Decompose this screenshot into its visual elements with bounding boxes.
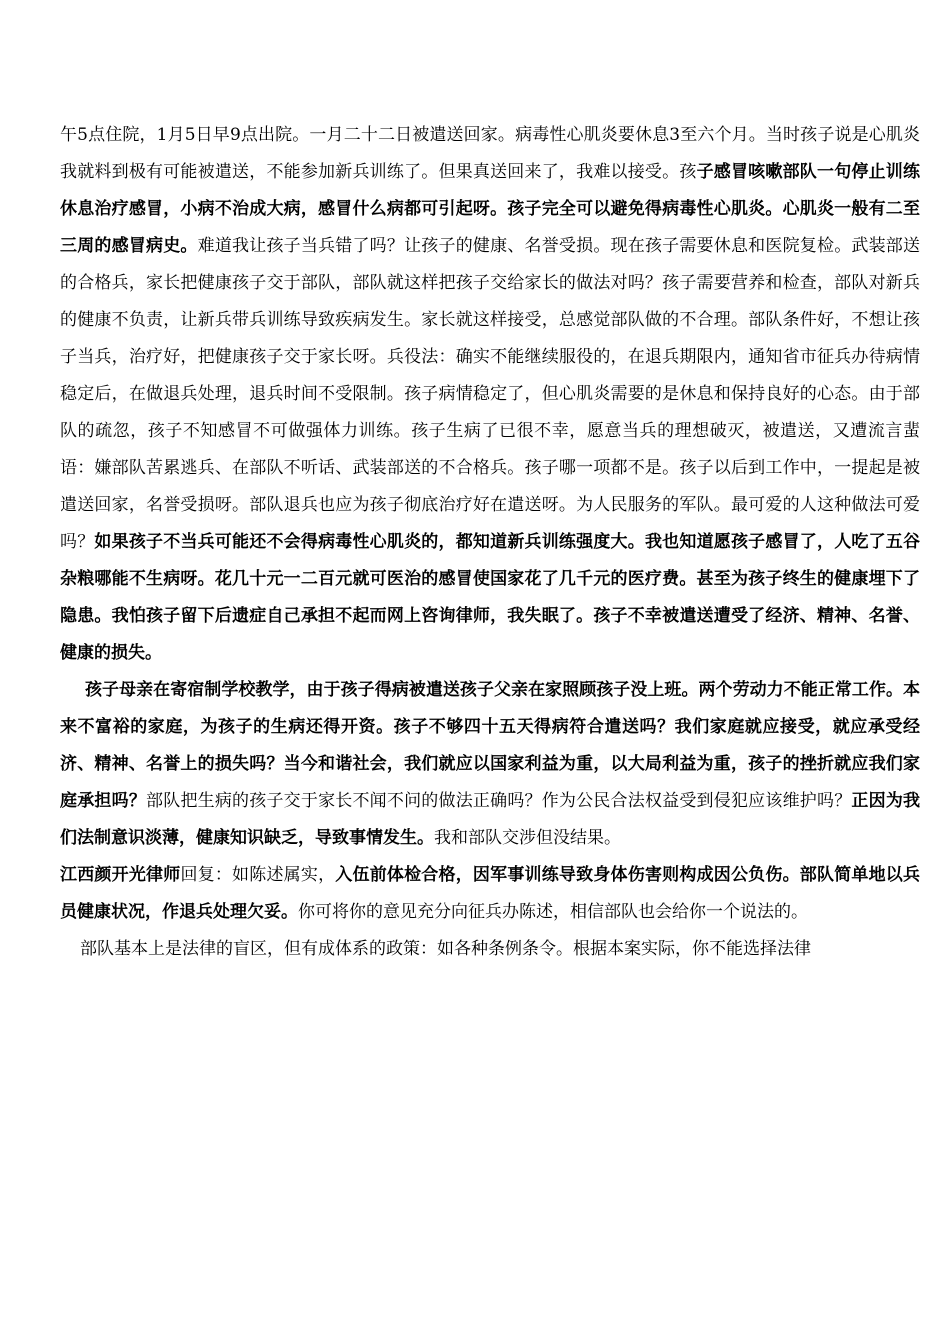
bold-text-segment: 孩子母亲在寄宿制学校教学，由于孩子得病被遣送孩子父亲在家照顾孩子没上班。两个劳动力不能正常工作。本来不富裕的家庭，为孩子的生病还得开资。孩子不够四十五天得病符合遣送吗？我们家庭就应接受，就应承受经济、精神、名誉上的损失吗？当今和谐社会，我们就应以国家利益为重，以大局利益为重，孩子的挫折就应我们家庭承担吗？ (60, 680, 920, 811)
text-segment: 部队基本上是法律的盲区，但有成体系的政策：如各种条例条令。根据本案实际，你不能选择法律 (80, 939, 811, 959)
text-segment: 回复：如陈述属实， (180, 865, 336, 885)
lawyer-name: 江西颜开光律师 (60, 865, 181, 885)
bold-text-segment: 如果孩子不当兵可能还不会得病毒性心肌炎的，都知道新兵训练强度大。我也知道愿孩子感冒了，人吃了五谷杂粮哪能不生病呀。花几十元一二百元就可医治的感冒使国家花了几千元的医疗费。甚至为孩子终生的健康埋下了隐患。我怕孩子留下后遗症自己承担不起而网上咨询律师，我失眠了。孩子不幸被遣送遭受了经济、精神、名誉、健康的损失。 (60, 532, 921, 663)
text-segment: 难道我让孩子当兵错了吗？让孩子的健康、名誉受损。现在孩子需要休息和医院复检。武装部送的合格兵，家长把健康孩子交于部队，部队就这样把孩子交给家长的做法对吗？孩子需要营养和检查，部队对新兵的健康不负责，让新兵带兵训练导致疾病发生。家长就这样接受，总感觉部队做的不合理。部队条件好，不想让孩子当兵，治疗好，把健康孩子交于家长呀。兵役法：确实不能继续服役的，在退兵期限内，通知省市征兵办待病情稳定后，在做退兵处理，退兵时间不受限制。孩子病情稳定了，但心肌炎需要的是休息和保持良好的心态。由于部队的疏忽，孩子不知感冒不可做强体力训练。孩子生病了已很不幸，愿意当兵的理想破灭，被遣送，又遭流言蜚语：嫌部队苦累逃兵、在部队不听话、武装部送的不合格兵。孩子哪一项都不是。孩子以后到工作中，一提起是被遣送回家，名誉受损呀。部队退兵也应为孩子彻底治疗好在遣送呀。为人民服务的军队。最可爱的人这种做法可爱吗？ (60, 236, 921, 552)
bold-text-segment: 入伍前体检合格，因军事训练导致身体伤害则构成因公负伤。部队简单地以兵员健康状况，作退兵处理欠妥。 (60, 865, 921, 922)
paragraph-2 (60, 672, 920, 857)
text-segment: 午5点住院，1月5日早9点出院。一月二十二日被遣送回家。病毒性心肌炎要休息3至六个月。当时孩子说是心肌炎我就料到极有可能被遣送，不能参加新兵训练了。但果真送回来了，我难以接受。孩 (60, 125, 920, 182)
paragraph-4 (60, 931, 920, 968)
text-segment: 你可将你的意见充分向征兵办陈述，相信部队也会给你一个说法的。 (298, 902, 808, 922)
paragraph-3-lawyer-reply (60, 857, 920, 931)
paragraph-1 (60, 117, 920, 672)
text-segment: 我和部队交涉但没结果。 (434, 828, 621, 848)
bold-text-segment: 正因为我们法制意识淡薄，健康知识缺乏，导致事情发生。 (60, 791, 921, 848)
document-body (60, 117, 920, 968)
bold-text-segment: 子感冒咳嗽部队一句停止训练休息治疗感冒，小病不治成大病，感冒什么病都可引起呀。孩子完全可以避免得病毒性心肌炎。心肌炎一般有二至三周的感冒病史。 (60, 162, 921, 256)
text-segment: 部队把生病的孩子交于家长不闻不问的做法正确吗？作为公民合法权益受到侵犯应该维护吗？ (146, 791, 852, 811)
